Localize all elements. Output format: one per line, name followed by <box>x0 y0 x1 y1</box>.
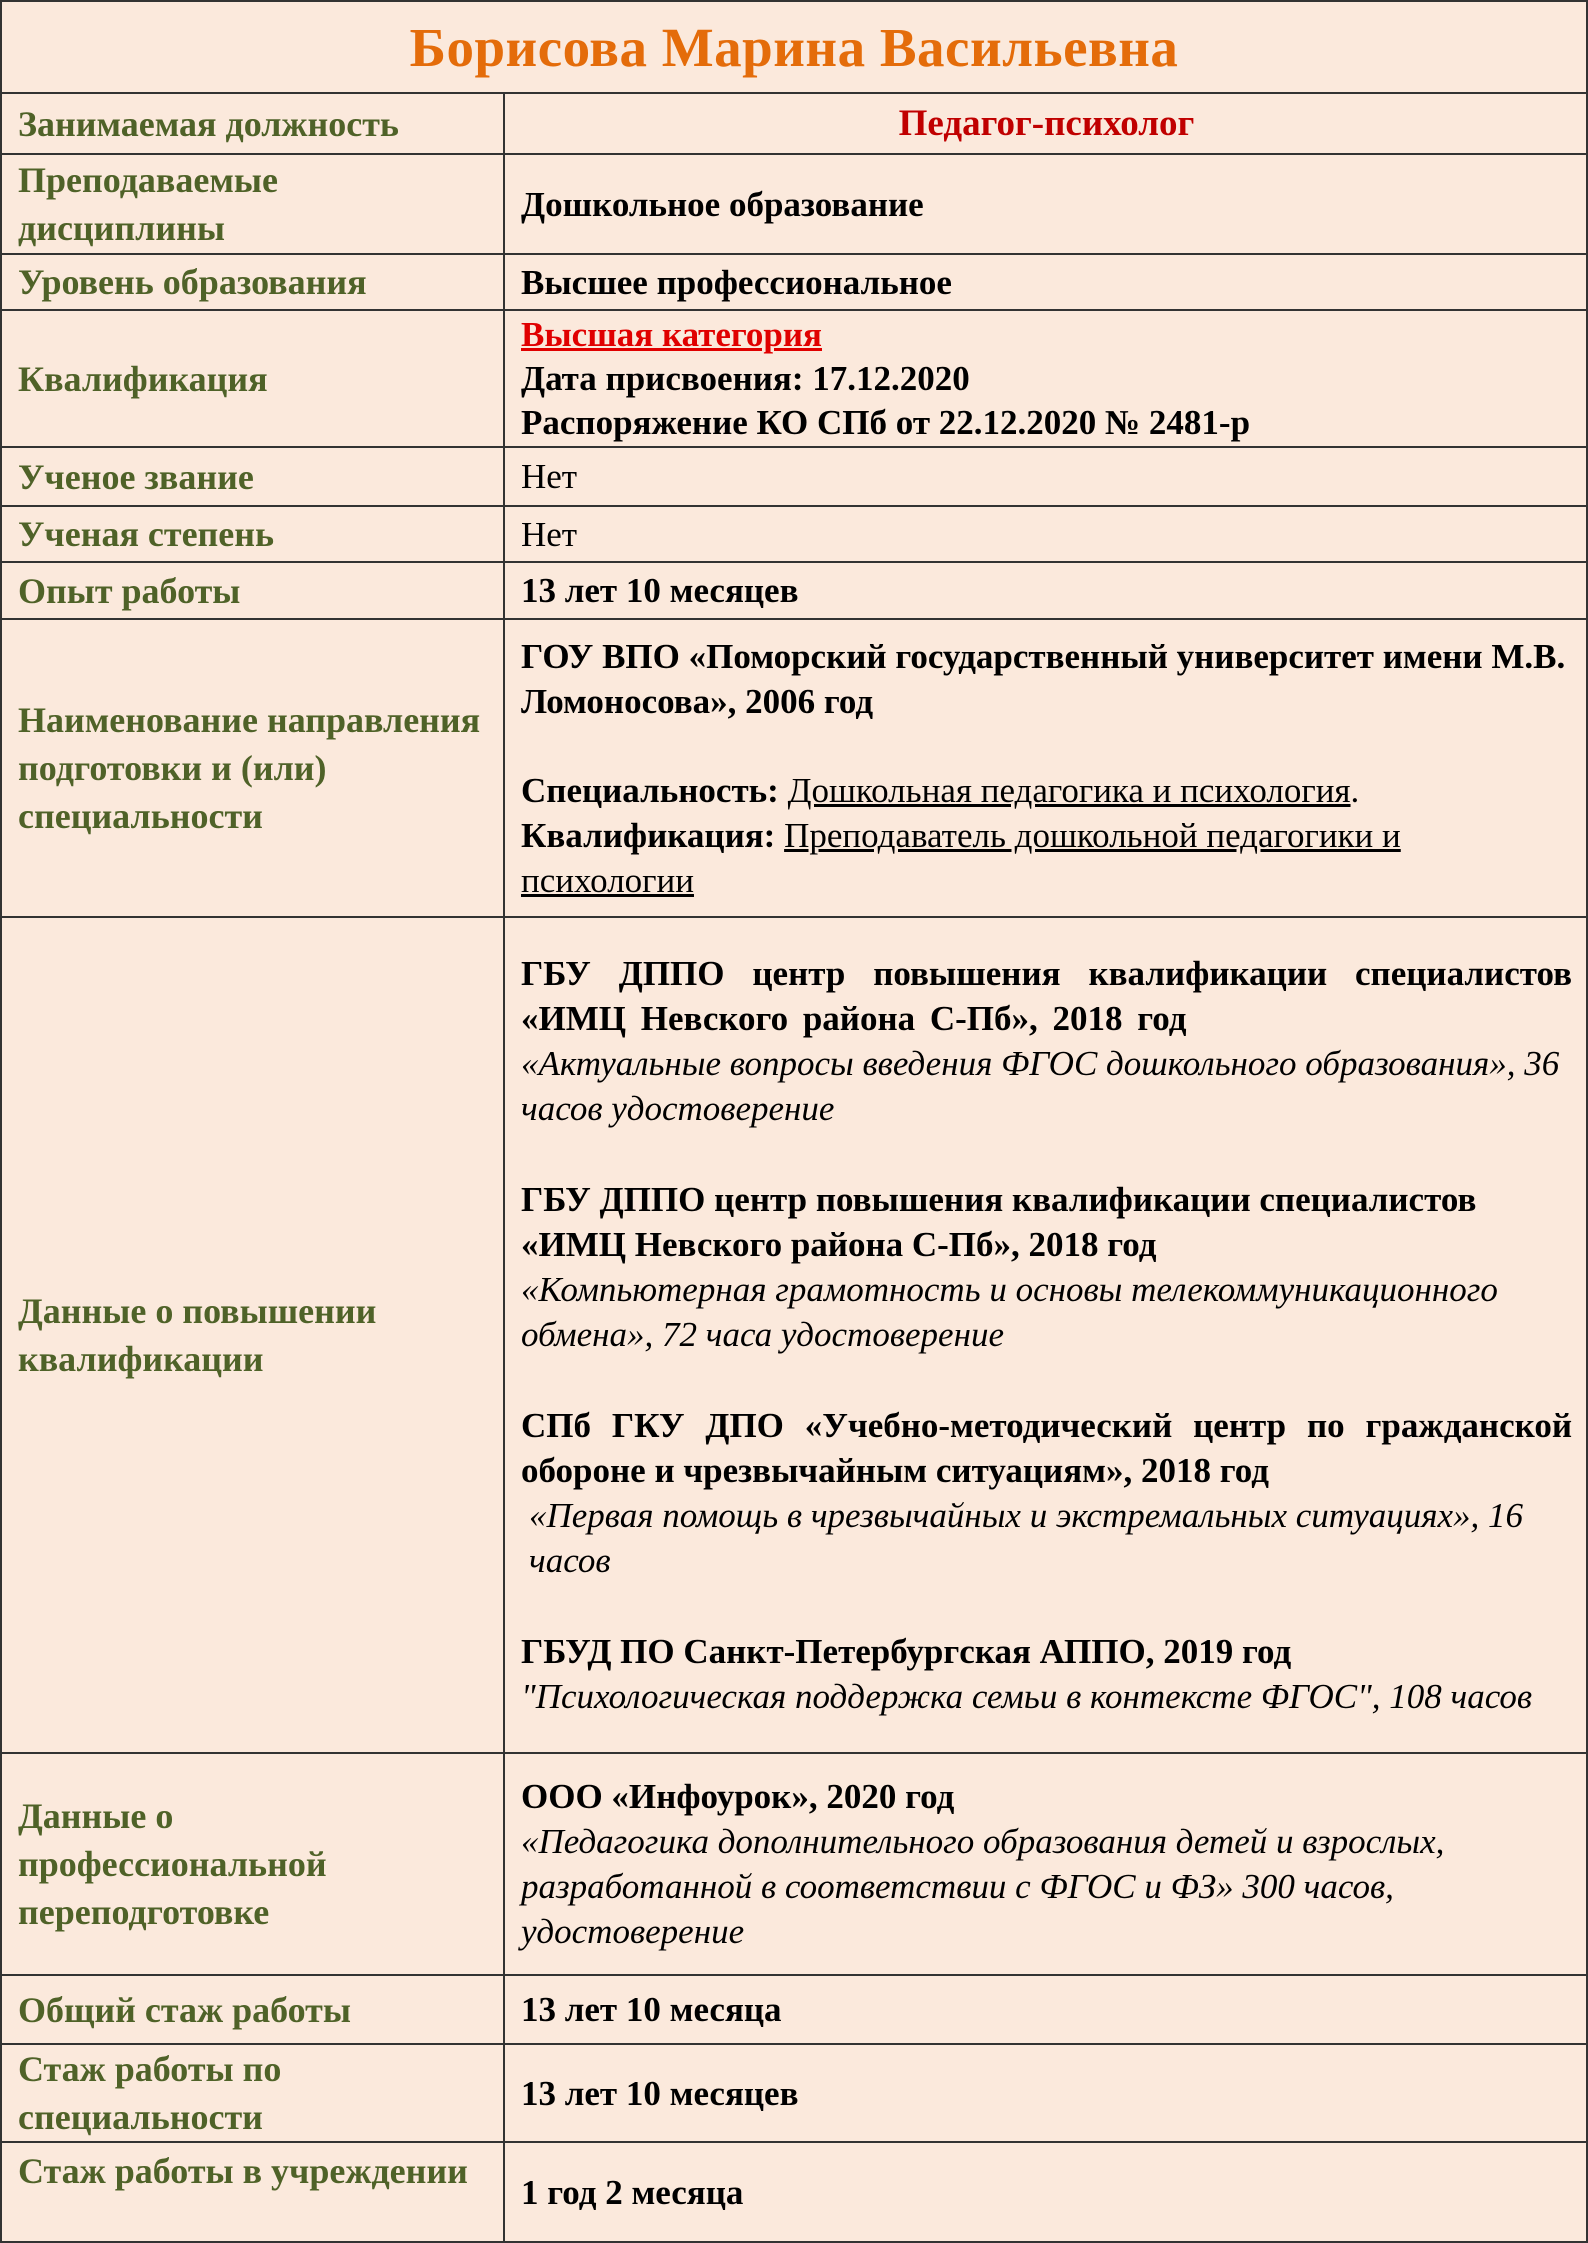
row-label: Преподаваемые дисциплины <box>1 154 504 254</box>
table-row <box>1 1753 1587 1975</box>
training-course: «Первая помощь в чрезвычайных и экстремальных ситуациях», 16 часов <box>529 1496 1524 1580</box>
order-number: Распоряжение КО СПб от 22.12.2020 № 2481-р <box>521 402 1251 442</box>
row-label: Ученое звание <box>1 447 504 506</box>
training-course: «Актуальные вопросы введения ФГОС дошкольного образования», 36 часов удостоверение <box>521 1044 1560 1128</box>
row-value: 13 лет 10 месяцев <box>504 562 1587 619</box>
specialty-label: Специальность: <box>521 770 779 810</box>
row-value <box>504 310 1587 447</box>
row-value: 13 лет 10 месяцев <box>504 2044 1587 2142</box>
table-row <box>1 447 1587 506</box>
assignment-date: Дата присвоения: 17.12.2020 <box>521 358 970 398</box>
table-row <box>1 506 1587 562</box>
row-label: Данные о повышении квалификации <box>1 917 504 1753</box>
table-row <box>1 2142 1587 2242</box>
row-label: Наименование направления подготовки и (или) специальности <box>1 619 504 917</box>
table-row <box>1 619 1587 917</box>
row-value: Нет <box>504 447 1587 506</box>
table-row <box>1 254 1587 310</box>
retraining-course: «Педагогика дополнительного образования детей и взрослых, разработанной в соответствии с ФГОС и ФЗ» 300 часов, удостоверение <box>521 1822 1445 1951</box>
row-value: Нет <box>504 506 1587 562</box>
row-value <box>504 619 1587 917</box>
staff-info-table <box>0 92 1588 2243</box>
table-row <box>1 1975 1587 2044</box>
qualification-label: Квалификация: <box>521 815 776 855</box>
row-label: Опыт работы <box>1 562 504 619</box>
table-row <box>1 93 1587 154</box>
training-org: ГБУ ДППО центр повышения квалификации специалистов «ИМЦ Невского района С-Пб», 2018 год <box>521 954 1572 1038</box>
training-org: СПб ГКУ ДПО «Учебно-методический центр по гражданской обороне и чрезвычайным ситуациям», 2018 год <box>521 1406 1572 1490</box>
row-label: Ученая степень <box>1 506 504 562</box>
row-label: Квалификация <box>1 310 504 447</box>
row-label: Данные о профессиональной переподготовке <box>1 1753 504 1975</box>
row-value: 1 год 2 месяца <box>504 2142 1587 2242</box>
row-value: 13 лет 10 месяца <box>504 1975 1587 2044</box>
table-row <box>1 154 1587 254</box>
university: ГОУ ВПО «Поморский государственный университет имени М.В. Ломоносова», 2006 год <box>521 636 1566 721</box>
table-row <box>1 917 1587 1753</box>
row-value <box>504 1753 1587 1975</box>
training-course: «Компьютерная грамотность и основы телекоммуникационного обмена», 72 часа удостоверение <box>521 1270 1498 1354</box>
specialty-value: Дошкольная педагогика и психология <box>787 770 1351 810</box>
table-row <box>1 562 1587 619</box>
row-label: Стаж работы по специальности <box>1 2044 504 2142</box>
training-org: ГБУД ПО Санкт-Петербургская АППО, 2019 год <box>521 1632 1292 1671</box>
row-value <box>504 93 1587 154</box>
retraining-org: ООО «Инфоурок», 2020 год <box>521 1777 955 1816</box>
row-label: Занимаемая должность <box>1 93 504 154</box>
specialty-line: Специальность: Дошкольная педагогика и психология. <box>521 770 1360 810</box>
page-title: Борисова Марина Васильевна <box>0 0 1588 92</box>
table-row <box>1 310 1587 447</box>
qualification-line <box>521 813 1572 903</box>
training-course: "Психологическая поддержка семьи в контексте ФГОС", 108 часов <box>521 1677 1533 1716</box>
row-label: Общий стаж работы <box>1 1975 504 2044</box>
row-value: Высшее профессиональное <box>504 254 1587 310</box>
row-label: Стаж работы в учреждении <box>1 2142 504 2242</box>
row-label: Уровень образования <box>1 254 504 310</box>
category-link[interactable]: Высшая категория <box>521 314 822 354</box>
table-row <box>1 2044 1587 2142</box>
training-org: ГБУ ДППО центр повышения квалификации специалистов «ИМЦ Невского района С-Пб», 2018 год <box>521 1180 1477 1264</box>
row-value <box>504 917 1587 1753</box>
row-value: Дошкольное образование <box>504 154 1587 254</box>
qualification-value: Преподаватель дошкольной педагогики и психологии <box>521 815 1401 900</box>
position-value: Педагог-психолог <box>898 103 1195 144</box>
